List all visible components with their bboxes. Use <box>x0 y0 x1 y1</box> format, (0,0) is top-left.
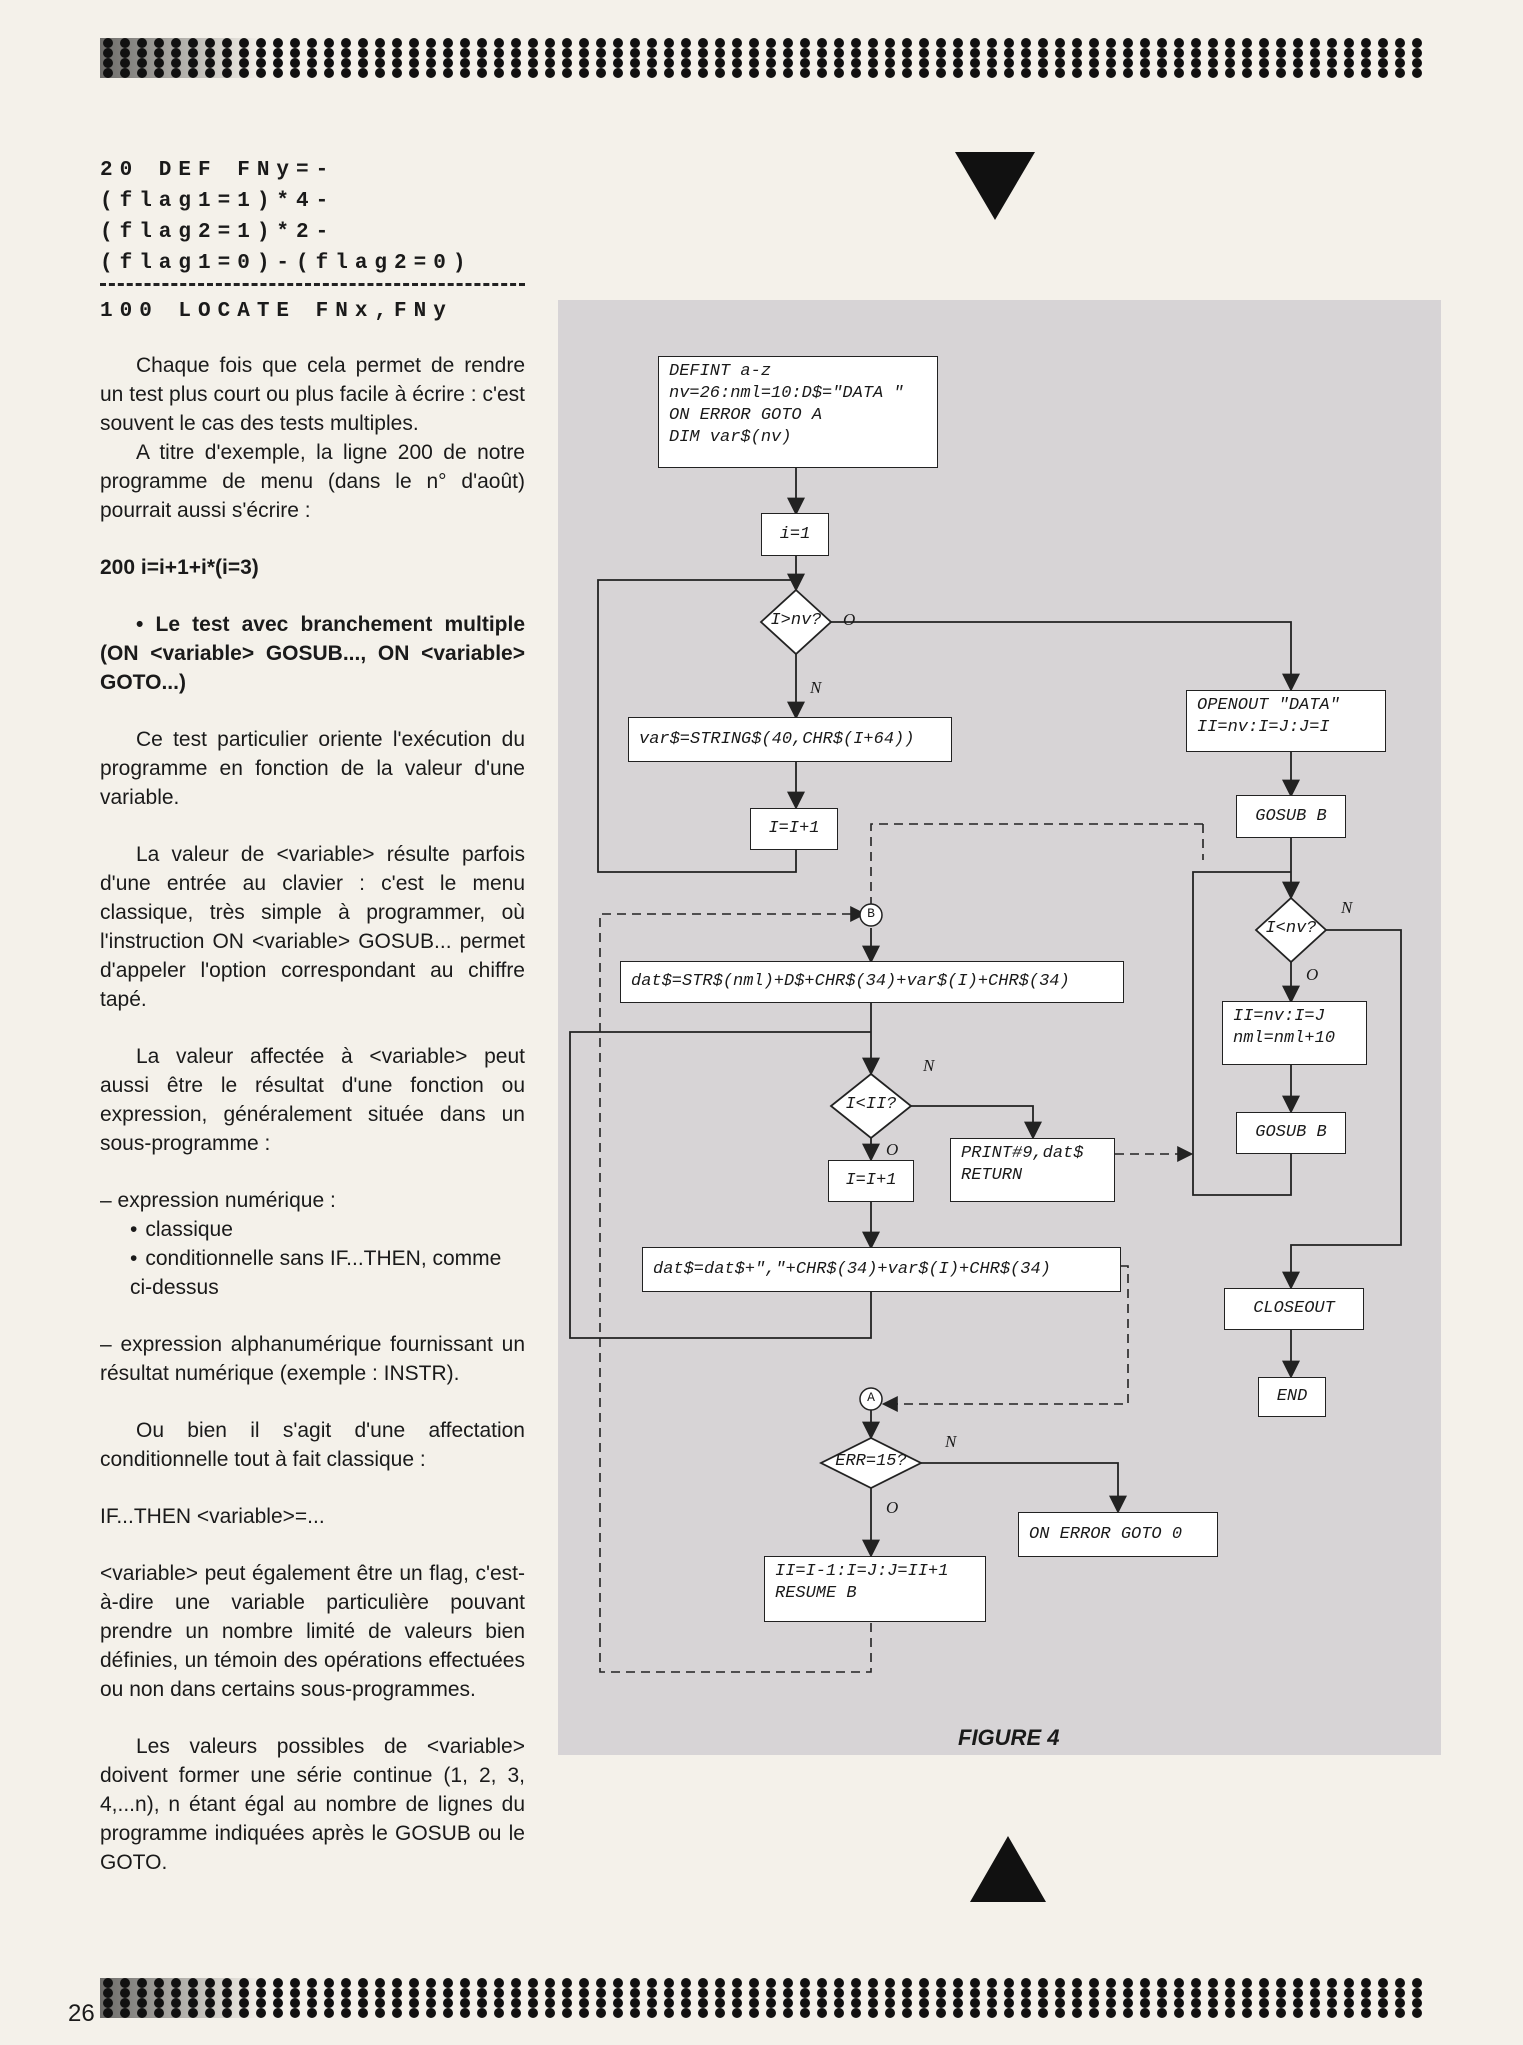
ii-nv-box: II=nv:I=J nml=nml+10 <box>1222 1001 1367 1065</box>
cond-i-lt-nv: I<nv? <box>1265 919 1317 938</box>
openout-box: OPENOUT "DATA" II=nv:I=J:J=I <box>1186 690 1386 752</box>
paragraph-3: Ce test particulier oriente l'exécution du programme en fonction de la valeur d'une variable. <box>100 728 525 809</box>
bottom-dot-band <box>100 1978 1425 2018</box>
var-string-box: var$=STRING$(40,CHR$(I+64)) <box>628 717 952 762</box>
connector-a-label: A <box>867 1390 875 1405</box>
section-heading-multiple-branch: • Le test avec branchement multiple (ON <variable> GOSUB..., ON <variable> GOTO...) <box>100 613 525 694</box>
cond-err-15: ERR=15? <box>835 1452 907 1471</box>
label-o: O <box>843 610 856 629</box>
up-triangle-icon <box>970 1836 1046 1907</box>
code-line-200: 200 i=i+1+i*(i=3) <box>100 556 259 579</box>
page-number: 26 <box>68 2000 95 2027</box>
print-return-box: PRINT#9,dat$ RETURN <box>950 1138 1115 1202</box>
list-item: • classique <box>130 1215 525 1244</box>
i-increment-box-1: I=I+1 <box>750 808 838 850</box>
code-locate: 100 LOCATE FNx,FNy <box>100 300 453 323</box>
paragraph-1: Chaque fois que cela permet de rendre un test plus court ou plus facile à écrire : c'est souvent le cas des tests multiples. <box>100 354 525 435</box>
label-o: O <box>886 1498 899 1517</box>
paragraph-8: <variable> peut également être un flag, c'est-à-dire une variable particulière pouvant prendre un nombre limité de valeurs bien définies, un témoin des opérations effectuées ou non dans certains sous-programmes. <box>100 1562 525 1701</box>
label-o: O <box>1306 965 1319 984</box>
article-text-column <box>100 155 525 1905</box>
paragraph-4: La valeur de <variable> résulte parfois d'une entrée au clavier : c'est le menu classique, très simple à programmer, où l'instruction ON <variable> GOSUB... permet d'appeler l'option correspondant au chiffre tapé. <box>100 843 525 1011</box>
connector-b-label: B <box>867 906 875 921</box>
label-n: N <box>945 1432 957 1451</box>
on-error-goto-0-box: ON ERROR GOTO 0 <box>1018 1512 1218 1557</box>
label-n: N <box>1341 898 1353 917</box>
label-o: O <box>886 1140 899 1159</box>
dat-assign-box-1: dat$=STR$(nml)+D$+CHR$(34)+var$(I)+CHR$(34) <box>620 961 1124 1003</box>
dashed-divider <box>100 283 525 286</box>
end-box: END <box>1258 1377 1326 1417</box>
paragraph-2: A titre d'exemple, la ligne 200 de notre programme de menu (dans le n° d'août) pourrait aussi s'écrire : <box>100 441 525 522</box>
flowchart-figure <box>558 300 1441 1755</box>
gosub-b-box-2: GOSUB B <box>1236 1112 1346 1154</box>
list-intro-numeric: – expression numérique : <box>100 1189 336 1212</box>
cond-i-lt-ii: I<II? <box>845 1095 897 1114</box>
cond-i-gt-nv: I>nv? <box>770 611 822 630</box>
i-increment-box-2: I=I+1 <box>828 1160 914 1202</box>
label-n: N <box>923 1056 935 1075</box>
closeout-box: CLOSEOUT <box>1224 1288 1364 1330</box>
paragraph-5: La valeur affectée à <variable> peut aussi être le résultat d'une fonction ou expression, généralement située dans un sous-programme : <box>100 1045 525 1155</box>
numeric-expression-list <box>100 1215 525 1302</box>
i-equals-1-box: i=1 <box>761 513 829 556</box>
list-item: • conditionnelle sans IF...THEN, comme ci-dessus <box>130 1244 525 1302</box>
paragraph-9: Les valeurs possibles de <variable> doivent former une série continue (1, 2, 3, 4,...n), n étant égal au nombre de lignes du programme indiquées après le GOSUB ou le GOTO. <box>100 1735 525 1874</box>
paragraph-6: Ou bien il s'agit d'une affectation conditionnelle tout à fait classique : <box>100 1419 525 1471</box>
paragraph-7: IF...THEN <variable>=... <box>100 1505 325 1528</box>
figure-caption: FIGURE 4 <box>958 1725 1060 1750</box>
resume-box: II=I-1:I=J:J=II+1 RESUME B <box>764 1556 986 1622</box>
list-intro-alphanumeric: – expression alphanumérique fournissant un résultat numérique (exemple : INSTR). <box>100 1333 525 1385</box>
down-triangle-icon <box>955 152 1035 227</box>
label-n: N <box>810 678 822 697</box>
code-def-fny: 20 DEF FNy=-(flag1=1)*4-(flag2=1)*2-(flag1=0)-(flag2=0) <box>100 159 473 275</box>
top-dot-band <box>100 38 1425 78</box>
dat-assign-box-2: dat$=dat$+","+CHR$(34)+var$(I)+CHR$(34) <box>642 1247 1121 1292</box>
init-box: DEFINT a-z nv=26:nml=10:D$="DATA " ON ERROR GOTO A DIM var$(nv) <box>658 356 938 468</box>
gosub-b-box-1: GOSUB B <box>1236 795 1346 838</box>
